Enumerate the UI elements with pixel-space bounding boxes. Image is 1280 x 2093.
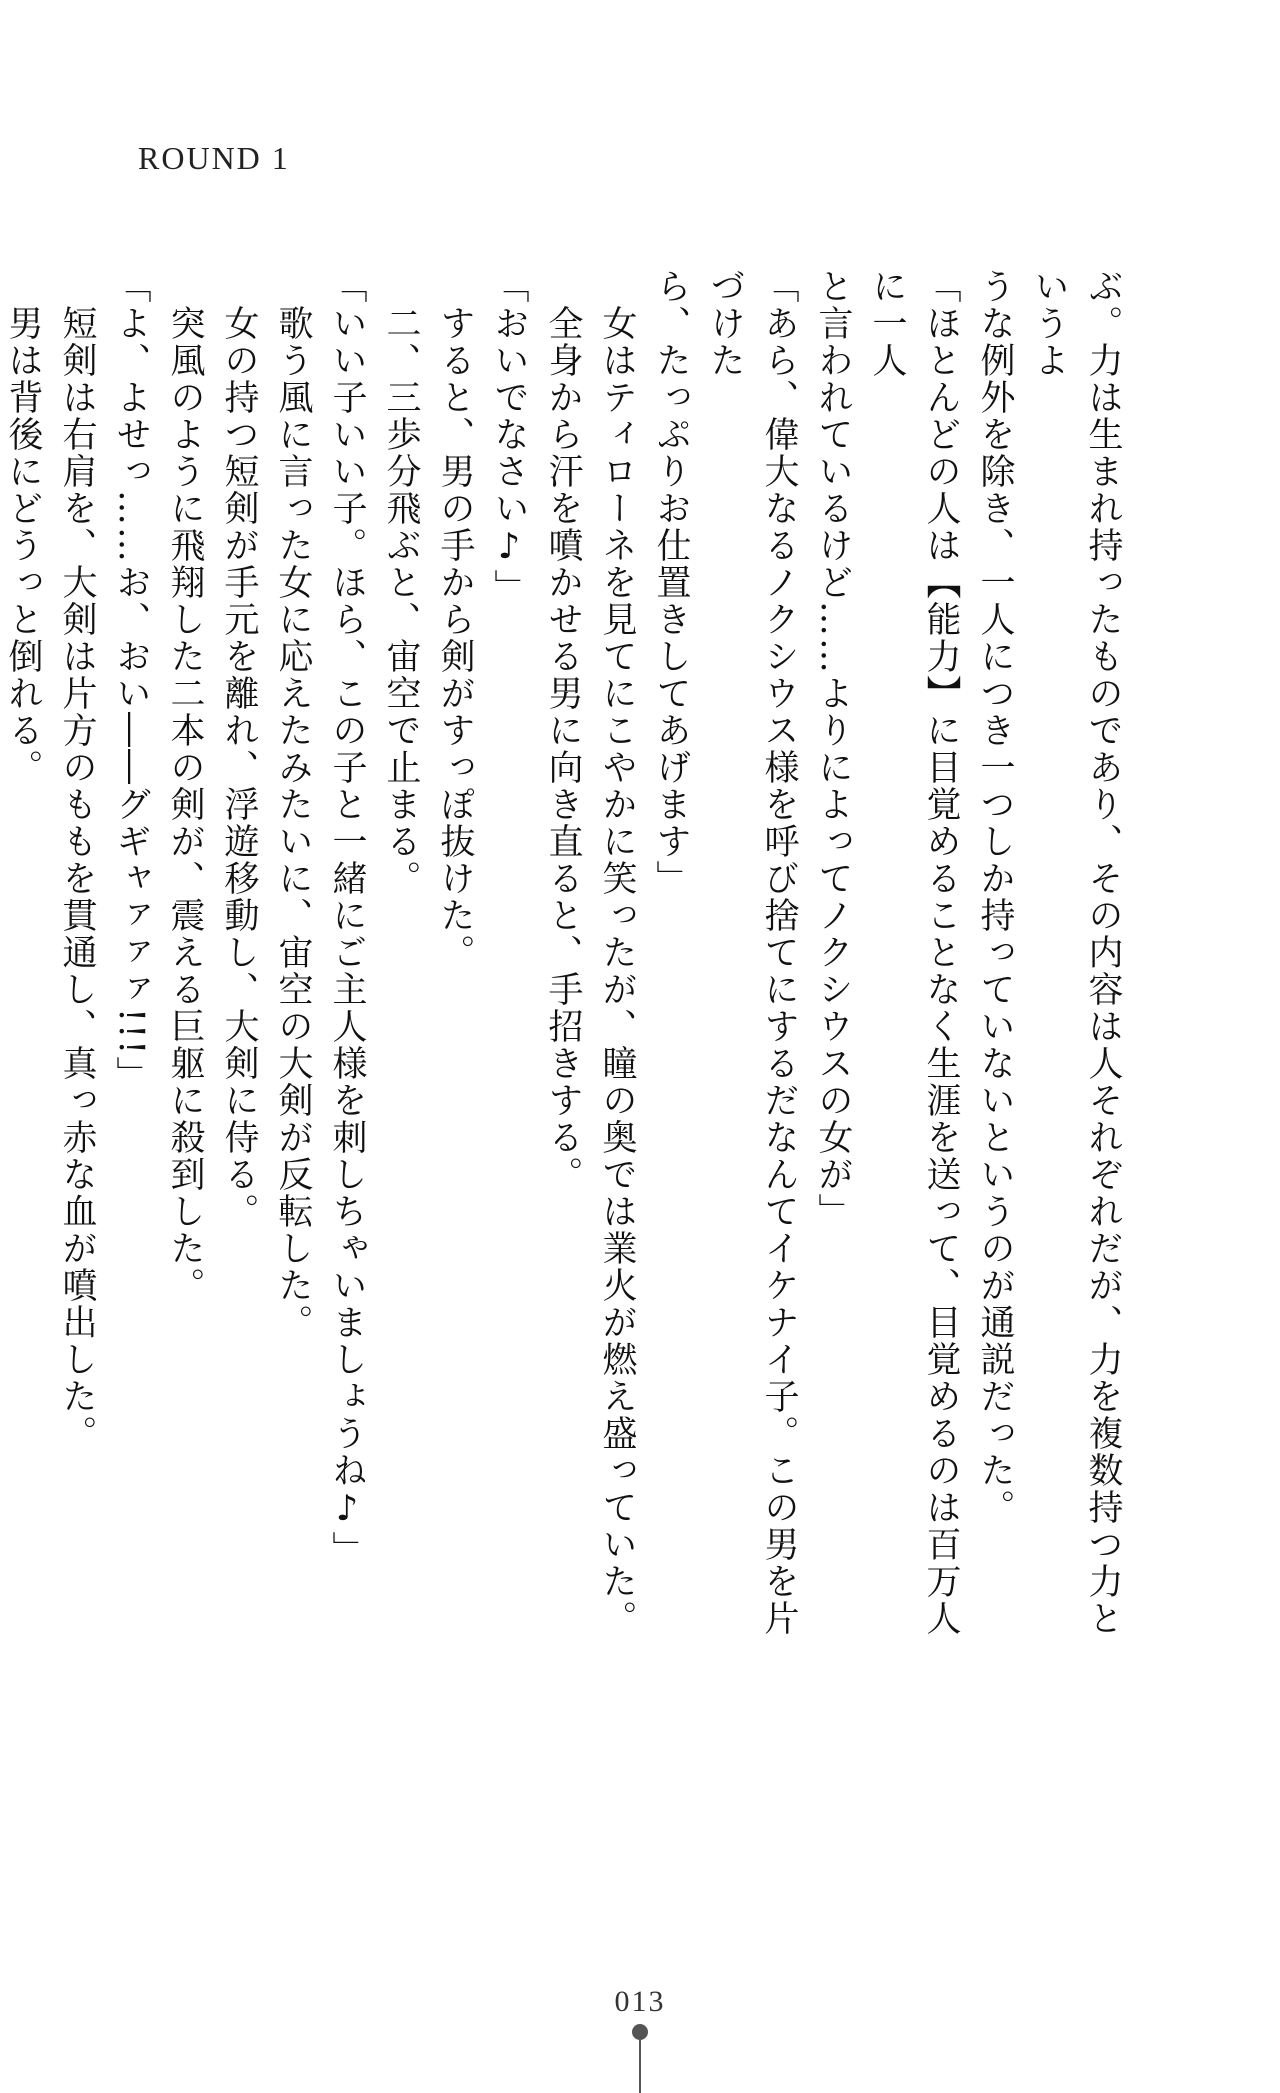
text-line: 男は背後にどうっと倒れる。 xyxy=(3,268,43,786)
text-line: すると、男の手から剣がすっぽ抜けた。 xyxy=(435,268,475,971)
text-line: 「よ、よせっ……お、おい――グギャァァァ!!!」 xyxy=(111,268,151,1094)
text-line: ぶ。力は生まれ持ったものであり、その内容は人それぞれだが、力を複数持つ力というよ xyxy=(1029,268,1123,1637)
text-line: 二、三歩分飛ぶと、宙空で止まる。 xyxy=(381,268,421,897)
text-line: 「いい子いい子。ほら、この子と一緒にご主人様を刺しちゃいましょうね♪」 xyxy=(327,268,367,1568)
text-line: 「ほとんどの人は【能力】に目覚めることなく生涯を送って、目覚めるのは百万人に一人 xyxy=(867,268,961,1637)
text-line: 女はティローネを見てにこやかに笑ったが、瞳の奥では業火が燃え盛っていた。 xyxy=(597,268,637,1637)
body-text xyxy=(0,268,1130,1648)
text-line: 「あら、偉大なるノクシウス様を呼び捨てにするだなんてイケナイ子。この男を片づけた xyxy=(705,268,799,1637)
text-line: 歌う風に言った女に応えたみたいに、宙空の大剣が反転した。 xyxy=(273,268,313,1341)
text-line: 女の持つ短剣が手元を離れ、浮遊移動し、大剣に侍る。 xyxy=(219,268,259,1230)
text-line: 突風のように飛翔した二本の剣が、震える巨躯に殺到した。 xyxy=(165,268,205,1304)
text-line: と言われているけど……よりによってノクシウスの女が」 xyxy=(813,268,853,1230)
text-line: 「おいでなさい♪」 xyxy=(489,268,529,606)
text-line: 全身から汗を噴かせる男に向き直ると、手招きする。 xyxy=(543,268,583,1193)
running-header: ROUND 1 xyxy=(138,140,290,176)
text-line: 短剣は右肩を、大剣は片方のももを貫通し、真っ赤な血が噴出した。 xyxy=(57,268,97,1452)
text-line: うな例外を除き、一人につき一つしか持っていないというのが通説だった。 xyxy=(975,268,1015,1526)
page-number: 013 xyxy=(614,1985,666,2018)
page-marker-dot xyxy=(632,2024,648,2040)
text-line: ら、たっぷりお仕置きしてあげます」 xyxy=(651,268,691,897)
